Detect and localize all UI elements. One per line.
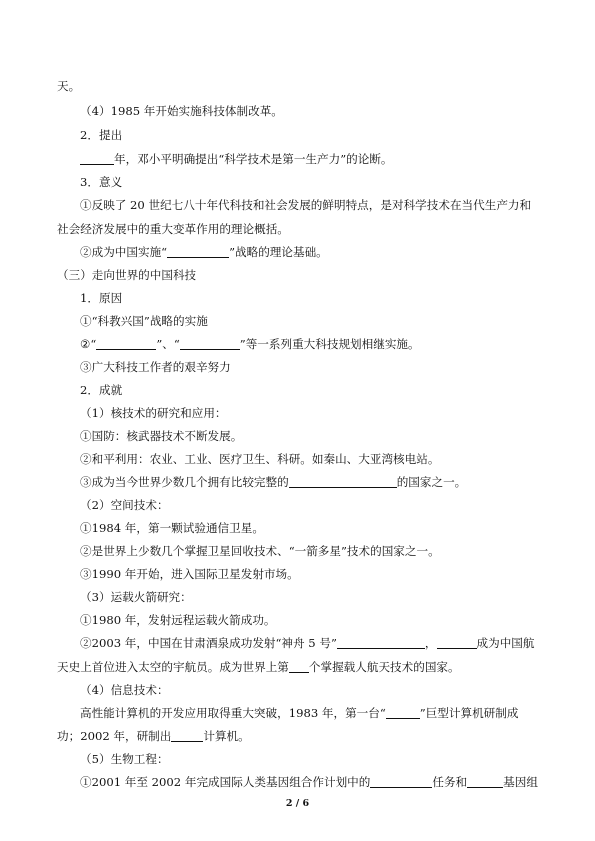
fill-in-blank[interactable] [467, 775, 503, 788]
text-line: ②是世界上少数几个掌握卫星回收技术、“一箭多星”技术的国家之一。 [80, 544, 440, 558]
page-number: 2 / 6 [285, 798, 310, 809]
text-line: ①“科教兴国”战略的实施 [80, 314, 208, 328]
text-line: （2）空间技术： [80, 498, 169, 512]
text-line: ③1990 年开始，进入国际卫星发射市场。 [80, 567, 299, 581]
text-line: ②成为中国实施“ ”战略的理论基础。 [80, 245, 328, 259]
text-line: （1）核技术的研究和应用： [80, 406, 227, 420]
fill-in-blank[interactable] [370, 775, 432, 788]
text-line: ③成为当今世界少数几个拥有比较完整的 的国家之一。 [80, 475, 467, 489]
text-line: ①1984 年，第一颗试验通信卫星。 [80, 521, 264, 535]
fill-in-blank[interactable] [337, 636, 425, 649]
text-line: （5）生物工程： [80, 752, 169, 766]
text-line: 天史上首位进入太空的宇航员。成为世界上第 个掌握载人航天技术的国家。 [57, 660, 460, 674]
fill-in-blank[interactable] [171, 729, 203, 742]
fill-in-blank[interactable] [180, 337, 240, 350]
text-line: ②和平利用：农业、工业、医疗卫生、科研。如秦山、大亚湾核电站。 [80, 452, 440, 466]
fill-in-blank[interactable] [289, 475, 397, 488]
text-line: ②2003 年，中国在甘肃酒泉成功发射“神舟 5 号” ， 成为中国航 [80, 636, 535, 650]
text-line: 年，邓小平明确提出“科学技术是第一生产力”的论断。 [80, 151, 393, 167]
fill-in-blank[interactable] [96, 337, 156, 350]
text-line: ①反映了 20 世纪七八十年代科技和社会发展的鲜明特点，是对科学技术在当代生产力和 [80, 198, 532, 212]
fill-in-blank[interactable] [289, 660, 309, 673]
fill-in-blank[interactable] [167, 245, 229, 258]
text-line: 高性能计算机的开发应用取得重大突破，1983 年，第一台“ ”巨型计算机研制成 [80, 706, 519, 720]
text-line: 社会经济发展中的重大变革作用的理论概括。 [57, 222, 289, 236]
text-line: （4）1985 年开始实施科技体制改革。 [80, 104, 283, 118]
text-line: ①2001 年至 2002 年完成国际人类基因组合作计划中的 任务和 基因组 [80, 775, 538, 789]
text-line: （4）信息技术： [80, 683, 169, 697]
fill-in-blank[interactable] [386, 706, 420, 719]
text-line: ②“ ”、“ ”等一系列重大科技规划相继实施。 [80, 337, 420, 351]
section-heading: 3．意义 [80, 175, 123, 189]
text-line: ③广大科技工作者的艰辛努力 [80, 360, 231, 374]
fill-in-blank[interactable] [80, 152, 114, 165]
text-line: （3）运载火箭研究： [80, 590, 192, 604]
text-line: ①国防：核武器技术不断发展。 [80, 429, 243, 443]
text-line: 天。 [57, 79, 81, 93]
section-heading: 2．提出 [80, 128, 123, 142]
section-heading: 1．原因 [80, 291, 123, 305]
fill-in-blank[interactable] [437, 636, 477, 649]
section-heading: （三）走向世界的中国科技 [57, 268, 197, 282]
text-line: ①1980 年，发射远程运载火箭成功。 [80, 613, 276, 627]
section-heading: 2．成就 [80, 383, 123, 397]
text-line: 功；2002 年，研制出 计算机。 [57, 729, 250, 743]
